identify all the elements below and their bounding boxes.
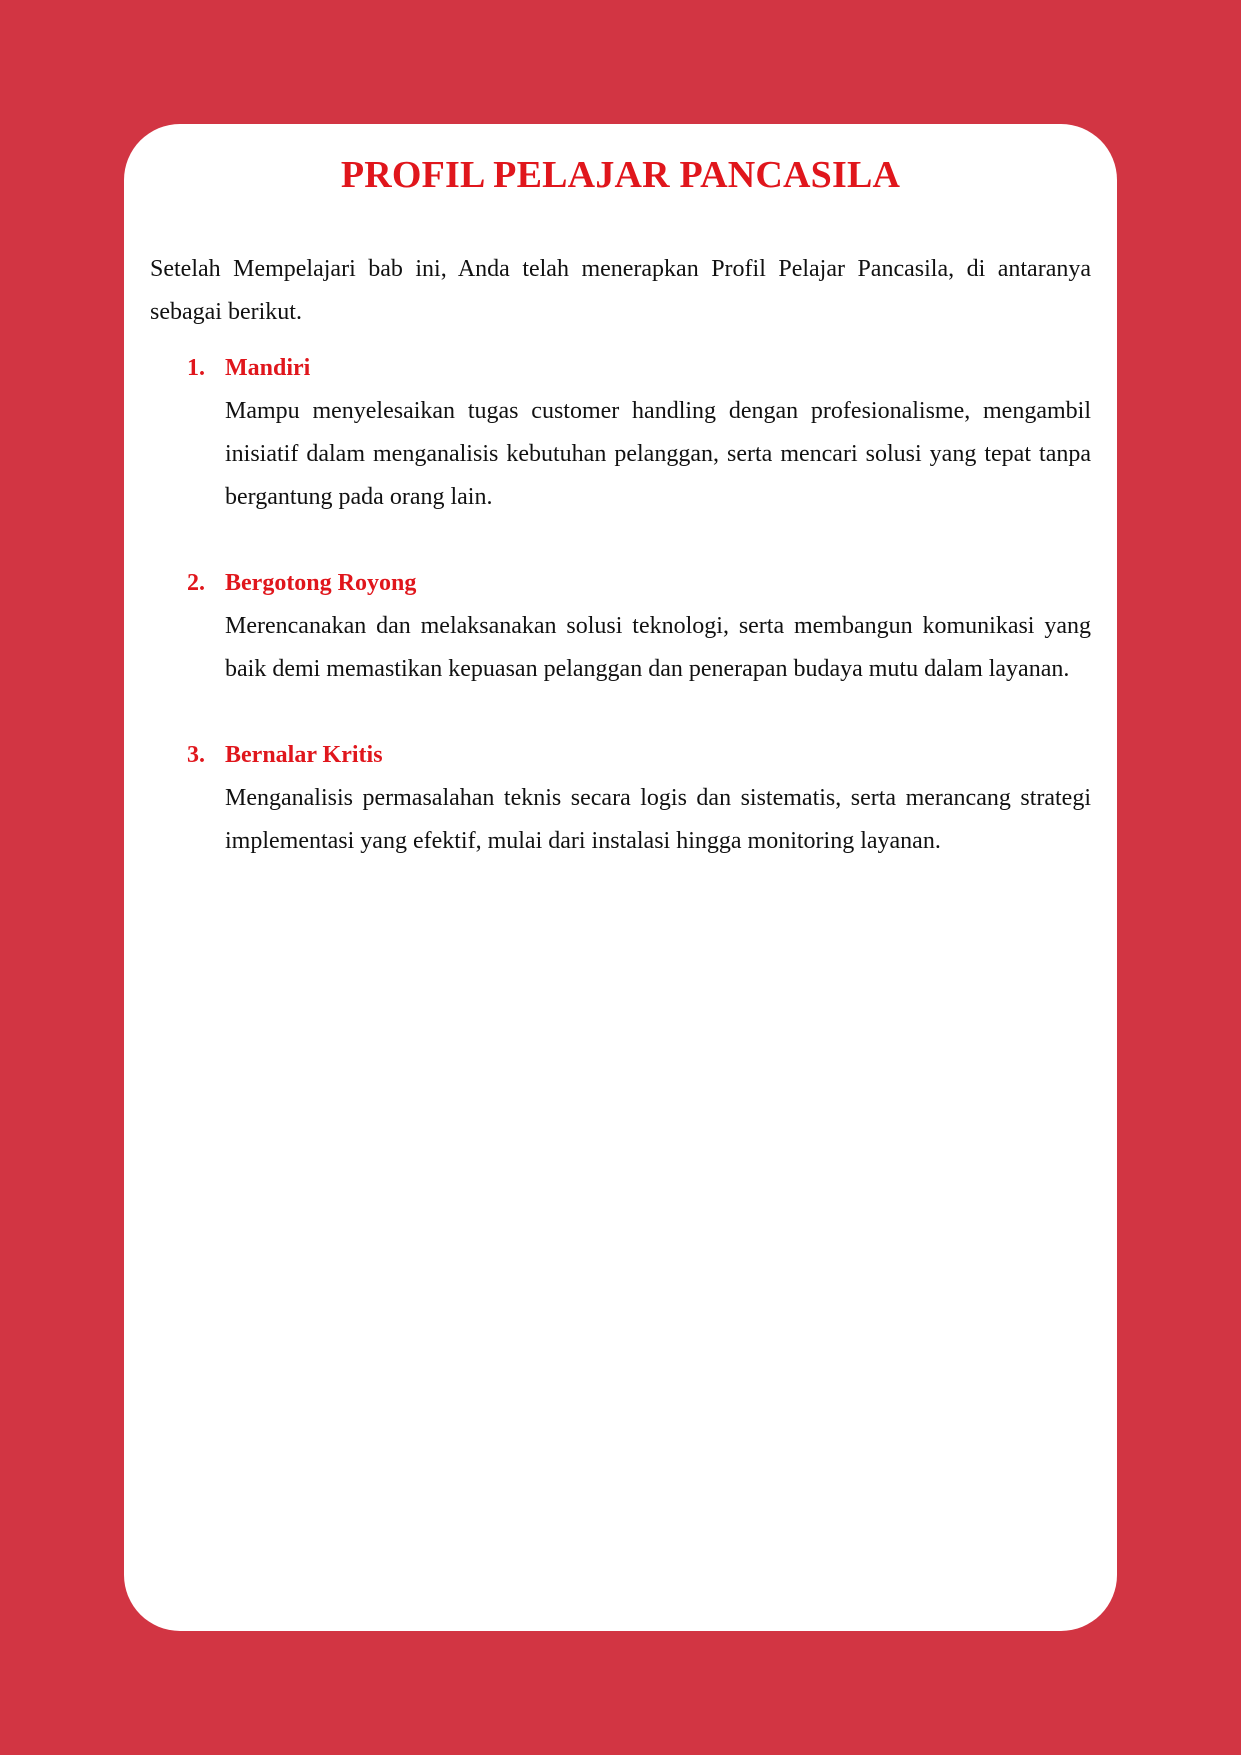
list-item-title: Bergotong Royong <box>225 570 417 596</box>
list-item-number: 1. <box>187 355 205 381</box>
intro-paragraph: Setelah Mempelajari bab ini, Anda telah menerapkan Profil Pelajar Pancasila, di antaranya sebagai berikut. <box>150 256 1091 325</box>
page-title: PROFIL PELAJAR PANCASILA <box>340 154 901 196</box>
list-item-number: 3. <box>187 742 205 768</box>
list-item-title: Mandiri <box>225 355 311 381</box>
list-item-title: Bernalar Kritis <box>225 742 383 768</box>
list-item-bergotong-royong <box>150 562 1091 691</box>
list-item-description: Mampu menyelesaikan tugas customer handling dengan profesionalisme, mengambil inisiatif dalam menganalisis kebutuhan pelanggan, serta mencari solusi yang tepat tanpa bergantung pada orang lain. <box>225 398 1091 510</box>
list-item-description: Merencanakan dan melaksanakan solusi teknologi, serta membangun komunikasi yang baik demi memastikan kepuasan pelanggan dan penerapan budaya mutu dalam layanan. <box>225 613 1091 682</box>
list-item-bernalar-kritis <box>150 734 1091 863</box>
list-item-description: Menganalisis permasalahan teknis secara logis dan sistematis, serta merancang strategi implementasi yang efektif, mulai dari instalasi hingga monitoring layanan. <box>225 785 1091 854</box>
profile-list <box>150 347 1091 906</box>
list-item-mandiri <box>150 347 1091 519</box>
list-item-number: 2. <box>187 570 205 596</box>
content-card <box>124 124 1117 1631</box>
